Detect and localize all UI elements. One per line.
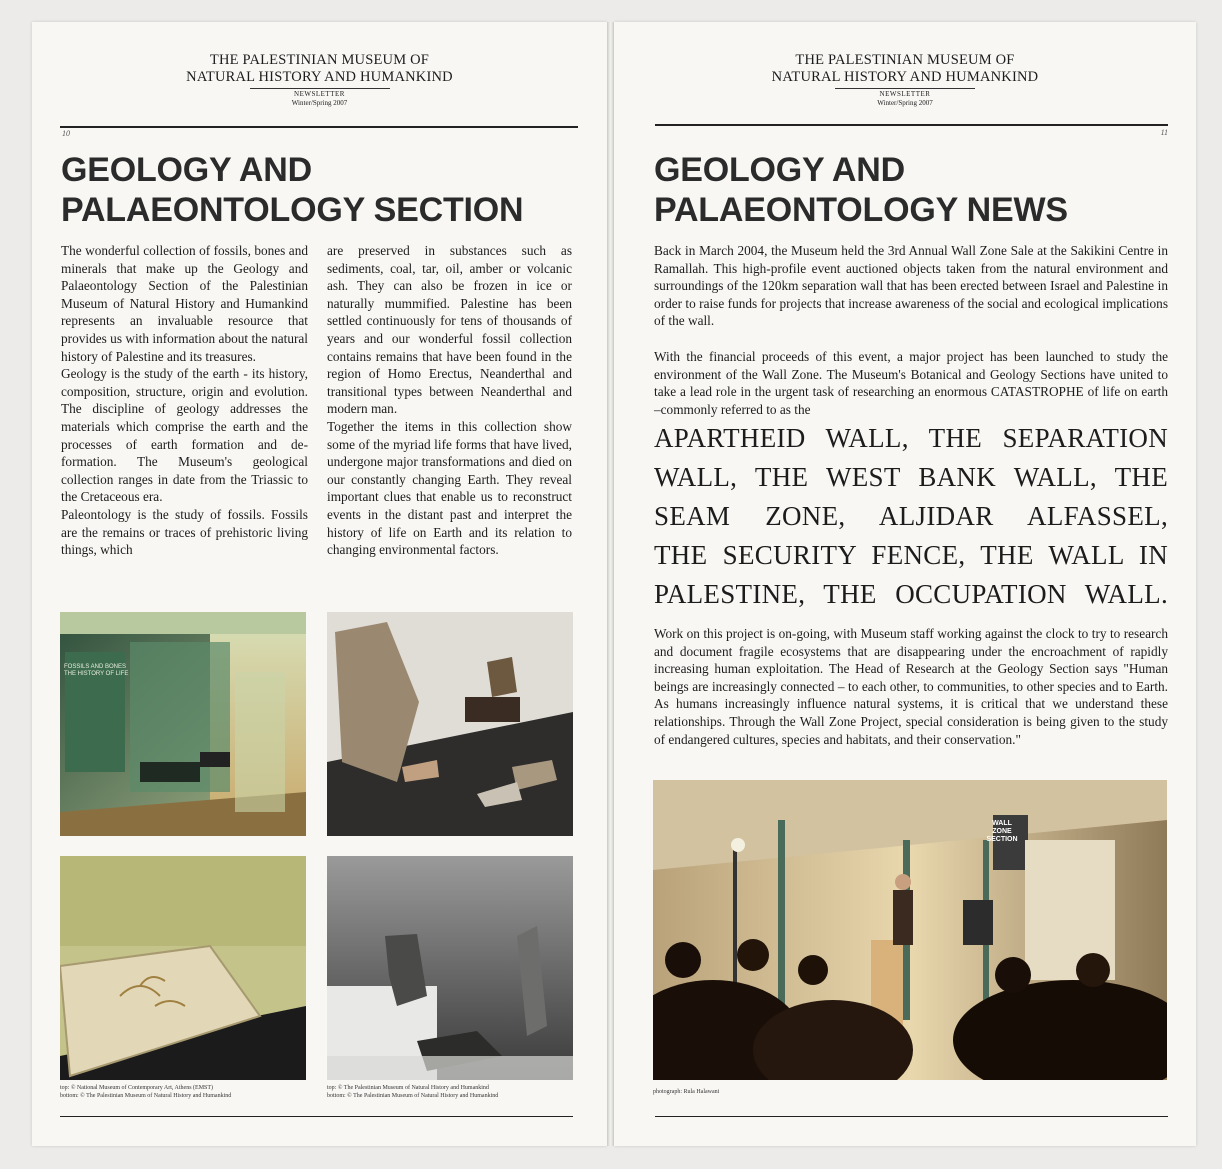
paragraph-project: With the financial proceeds of this event, a major project has been launched to study the environment of the Wall Zone. The Museum's Botanical and Geology Sections have united to take a lead role in the urgent task of researching an enormous CATASTROPHE of life on earth –commonly referred to as the bbox=[654, 349, 1168, 417]
wall-zone-sign: WALL ZONE SECTION bbox=[986, 820, 1018, 843]
caption-right-bottom: bottom: © The Palestinian Museum of Natural History and Humankind bbox=[327, 1093, 499, 1099]
wall-names-line2: WALL, THE WEST BANK WALL, THE bbox=[654, 462, 1168, 492]
header-rule-right bbox=[655, 124, 1168, 126]
paragraph-wall-zone-sale: Back in March 2004, the Museum held the 3rd Annual Wall Zone Sale at the Sakikini Centre in Ramallah. This high-profile event auctioned objects taken from the natural environment and surroundings of the 120km separation wall that has been erected between Israel and Palestine in order to raise funds for projects that increase awareness of the social and ecological implications of the wall. bbox=[654, 243, 1168, 329]
section-title-line2: PALAEONTOLOGY SECTION bbox=[61, 191, 524, 229]
wall-names-list bbox=[654, 419, 1168, 614]
photo-fossil-display bbox=[327, 612, 573, 836]
masthead-underline-right bbox=[835, 88, 975, 89]
masthead-issue: Winter/Spring 2007 bbox=[291, 99, 348, 107]
wall-names-line3: SEAM ZONE, ALJIDAR ALFASSEL, bbox=[654, 501, 1168, 531]
news-paragraph-1 bbox=[654, 242, 1168, 330]
masthead-right bbox=[614, 52, 1196, 108]
news-title-line1: GEOLOGY AND bbox=[654, 151, 905, 189]
masthead-line2: NATURAL HISTORY AND HUMANKIND bbox=[186, 69, 453, 85]
caption-right-photos bbox=[327, 1084, 573, 1100]
section-title-line1: GEOLOGY AND bbox=[61, 151, 312, 189]
news-title bbox=[654, 150, 1068, 230]
footer-rule bbox=[60, 1116, 573, 1117]
photo-bone-display bbox=[327, 856, 573, 1080]
event-image bbox=[653, 780, 1167, 1080]
paragraph-collection: Together the items in this collection show some of the myriad life forms that have lived, undergone major transformations and died on our constantly changing Earth. They reveal important clues that enable us to reconstruct events in the distant past and interpret the history of life on Earth and its relation to changing environmental factors. bbox=[327, 418, 572, 558]
caption-left-photos bbox=[60, 1084, 306, 1100]
fossil-display-image bbox=[327, 612, 573, 836]
exhibit-sign-line2: THE HISTORY OF LIFE bbox=[64, 671, 129, 677]
paragraph-intro: The wonderful collection of fossils, bones and minerals that make up the Geology and Palaeontology Section of the Palestinian Museum of Natural History and Humankind represents an invaluable resource that provides us with information about the natural history of Palestine and its treasures. bbox=[61, 243, 308, 364]
footer-rule-right bbox=[655, 1116, 1168, 1117]
exhibit-sign-line1: FOSSILS AND BONES bbox=[64, 664, 127, 670]
page-number: 10 bbox=[62, 129, 70, 138]
book-spine bbox=[607, 22, 614, 1146]
text-column-2 bbox=[327, 242, 572, 559]
news-title-line2: PALAEONTOLOGY NEWS bbox=[654, 191, 1068, 229]
right-page bbox=[614, 22, 1196, 1146]
exhibition-room-image bbox=[60, 612, 306, 836]
news-paragraph-3 bbox=[654, 625, 1168, 748]
page-number-right: 11 bbox=[1160, 128, 1168, 137]
paragraph-paleontology: Paleontology is the study of fossils. Fossils are the remains or traces of prehistoric living things, which bbox=[61, 506, 308, 558]
masthead-underline bbox=[250, 88, 390, 89]
wall-names-line5: PALESTINE, THE OCCUPATION WALL. bbox=[654, 579, 1168, 609]
caption-left-top: top: © National Museum of Contemporary Art, Athens (EMST) bbox=[60, 1085, 214, 1091]
masthead-issue-right: Winter/Spring 2007 bbox=[877, 99, 933, 107]
photo-event bbox=[653, 780, 1167, 1080]
text-column-1 bbox=[61, 242, 308, 559]
photo-exhibition-room bbox=[60, 612, 306, 836]
masthead-newsletter: NEWSLETTER bbox=[294, 90, 345, 98]
photo-fossil-plate bbox=[60, 856, 306, 1080]
caption-left-bottom: bottom: © The Palestinian Museum of Natural History and Humankind bbox=[60, 1093, 232, 1099]
masthead-line1-right: THE PALESTINIAN MUSEUM OF bbox=[795, 52, 1015, 68]
paragraph-ongoing-work: Work on this project is on-going, with Museum staff working against the clock to try to research and document fragile ecosystems that are disappearing under the encroachment of rapidly increasing human exploitation. The Head of Research at the Geology Section says "Human beings are increasingly connected – to each other, to communities, to other species and to Earth. As humans increasingly influence natural systems, it is critical that we understand these relationships. Through the Wall Zone Project, special consideration is being given to the study of endangered cultures, species and habitats, and their conservation." bbox=[654, 626, 1168, 747]
paragraph-preservation: are preserved in substances such as sediments, coal, tar, oil, amber or volcanic ash. They can also be frozen in ice or naturally mummified. Palestine has been settled continuously for tens of thousands of years and our wonderful fossil collection contains remains that have been found in the region of Homo Erectus, Neanderthal and transitional types between Neanderthal and modern man. bbox=[327, 243, 572, 417]
masthead-line1: THE PALESTINIAN MUSEUM OF bbox=[209, 52, 430, 68]
photo-credit: photograph: Rula Halawani bbox=[653, 1089, 720, 1095]
fossil-plate-image bbox=[60, 856, 306, 1080]
left-page bbox=[32, 22, 607, 1146]
masthead-line2-right: NATURAL HISTORY AND HUMANKIND bbox=[771, 69, 1039, 85]
wall-names-line4: THE SECURITY FENCE, THE WALL IN bbox=[654, 540, 1168, 570]
wall-names-line1: APARTHEID WALL, THE SEPARATION bbox=[654, 423, 1168, 453]
header-rule bbox=[60, 126, 578, 128]
masthead-newsletter-right: NEWSLETTER bbox=[879, 90, 931, 98]
paragraph-geology: Geology is the study of the earth - its history, composition, structure, origin and evolution. The discipline of geology addresses the materials which comprise the earth and the processes of earth formation and de-formation. The Museum's geological collection ranges in date from the Triassic to the Cretaceous era. bbox=[61, 366, 308, 505]
bone-display-image bbox=[327, 856, 573, 1080]
section-title bbox=[61, 150, 523, 230]
caption-right-top: top: © The Palestinian Museum of Natural History and Humankind bbox=[327, 1085, 489, 1091]
masthead-left bbox=[32, 52, 607, 108]
news-paragraph-2 bbox=[654, 348, 1168, 418]
